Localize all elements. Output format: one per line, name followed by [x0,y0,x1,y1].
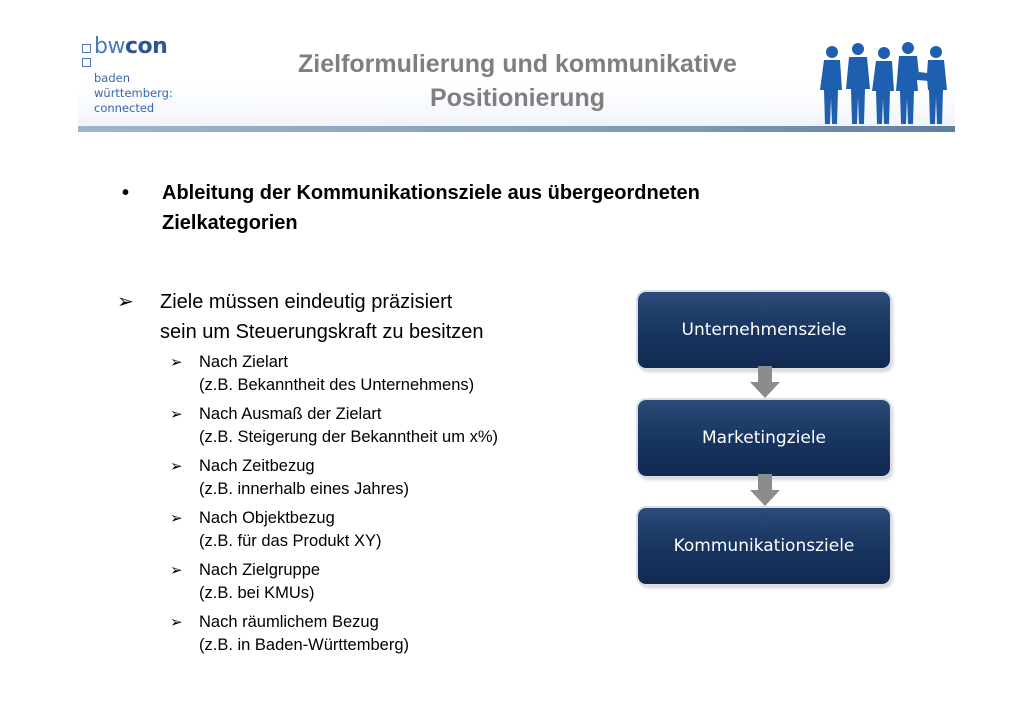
list-item-label: Nach Objektbezug [199,509,335,527]
title-line-2: Positionierung [430,84,605,112]
list-item-example: (z.B. für das Produkt XY) [199,532,382,550]
diagram-box-unternehmensziele: Unternehmensziele [638,292,890,368]
list-item-text [199,611,599,657]
arrow-bullet-icon: ➢ [117,291,134,313]
arrow-bullet-icon: ➢ [170,510,183,527]
list-item-example: (z.B. innerhalb eines Jahres) [199,480,410,498]
main-bullet-line-2: Zielkategorien [162,212,298,234]
arrow-bullet-icon: ➢ [170,458,183,475]
logo-line-1: baden [94,71,131,85]
point-text [160,287,580,347]
list-item-label: Nach Zielgruppe [199,561,321,579]
arrow-bullet-icon: ➢ [170,354,183,371]
list-item-label: Nach räumlichem Bezug [199,613,379,631]
arrow-bullet-icon: ➢ [170,614,183,631]
logo-line-2: württemberg: [94,86,173,100]
list-item-text [199,455,599,501]
list-item-example: (z.B. Bekanntheit des Unternehmens) [199,376,475,394]
logo-subtitle [94,71,173,116]
page-title [225,47,810,115]
bwcon-logo [80,34,210,128]
down-arrow-icon [750,474,780,506]
list-item-text [199,559,599,605]
point-line-2: sein um Steuerungskraft zu besitzen [160,321,484,343]
main-bullet-text [162,178,842,238]
list-item-example: (z.B. bei KMUs) [199,584,315,602]
list-item-label: Nach Ausmaß der Zielart [199,405,382,423]
down-arrow-icon [750,366,780,398]
logo-brand-light: bw [94,34,125,59]
list-item-label: Nach Zielart [199,353,288,371]
list-item-example: (z.B. in Baden-Württemberg) [199,636,409,654]
logo-line-3: connected [94,101,155,115]
arrow-bullet-icon: ➢ [170,406,183,423]
main-bullet-line-1: Ableitung der Kommunikationsziele aus übergeordneten [162,182,700,204]
logo-squares-icon [82,44,91,72]
bullet-marker: • [122,182,130,204]
business-people-icon [818,40,950,126]
list-item-text [199,403,599,449]
logo-brand [94,34,167,59]
point-line-1: Ziele müssen eindeutig präzisiert [160,291,453,313]
arrow-bullet-icon: ➢ [170,562,183,579]
diagram-box-kommunikationsziele: Kommunikationsziele [638,508,890,584]
title-line-1: Zielformulierung und kommunikative [298,50,737,78]
list-item-text [199,351,599,397]
diagram-box-marketingziele: Marketingziele [638,400,890,476]
list-item-example: (z.B. Steigerung der Bekanntheit um x%) [199,428,498,446]
list-item-label: Nach Zeitbezug [199,457,315,475]
list-item-text [199,507,599,553]
logo-brand-bold: con [124,34,168,59]
